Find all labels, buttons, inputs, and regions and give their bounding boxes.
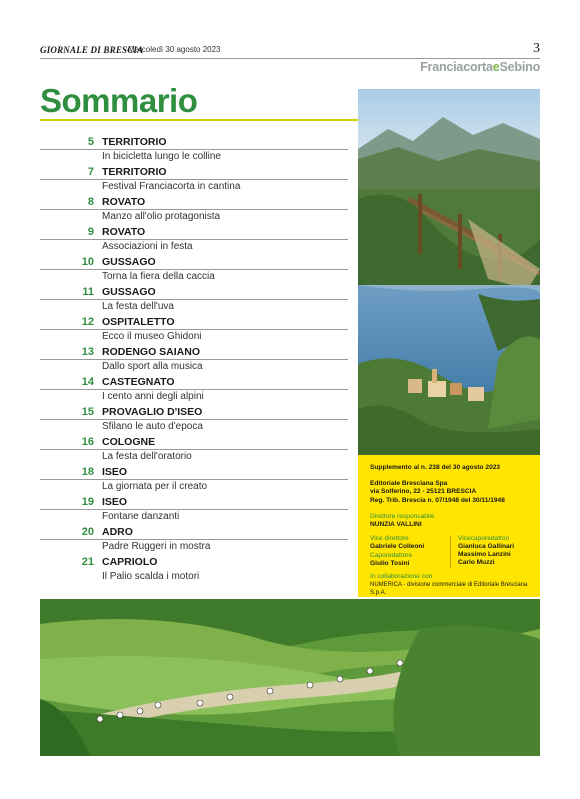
toc-description: Ecco il museo Ghidoni [102,331,202,342]
toc-entry[interactable] [40,135,348,165]
toc-description: In bicicletta lungo le colline [102,151,221,162]
editor-in-chief-name: Giulio Tosini [370,560,410,567]
toc-description: Fontane danzanti [102,511,180,522]
toc-page-number: 5 [87,136,94,148]
toc-heading: PROVAGLIO D'ISEO [102,406,203,418]
toc-divider [40,269,348,270]
toc-heading: OSPITALETTO [102,316,175,328]
lake-landscape-photo [358,89,540,455]
toc-page-number: 7 [87,166,94,178]
court-registration: Reg. Trib. Brescia n. 07/1948 del 30/11/1948 [370,497,505,504]
toc-divider [40,509,348,510]
toc-heading: GUSSAGO [102,286,156,298]
toc-heading: TERRITORIO [102,136,167,148]
toc-divider [40,179,348,180]
toc-description: Sfilano le auto d'epoca [102,421,203,432]
page-number: 3 [533,41,540,56]
toc-page-number: 19 [81,496,94,508]
toc-heading: COLOGNE [102,436,156,448]
toc-divider [40,359,348,360]
toc-page-number: 14 [81,376,94,388]
toc-divider [40,419,348,420]
toc-entry[interactable] [40,465,348,495]
section-label [420,60,540,74]
toc-entry[interactable] [40,495,348,525]
deputy-editor-1: Gianluca Gallinari [458,543,515,550]
toc-description: Padre Ruggeri in mostra [102,541,211,552]
vice-director-label: Vice direttore [370,535,409,542]
toc-entry[interactable] [40,165,348,195]
colophon-divider [450,536,451,568]
collaboration-text: NUMERICA - divisione commerciale di Editoriale Bresciana S.p.A. [370,582,528,596]
toc-page-number: 15 [81,406,94,418]
toc-heading: ISEO [102,496,128,508]
toc-page-number: 11 [82,286,94,298]
toc-heading: CASTEGNATO [102,376,175,388]
editor-in-chief-label: Caporedattore [370,552,413,559]
toc-description: Associazioni in festa [102,241,193,252]
toc-divider [40,149,348,150]
director-name: NUNZIA VALLINI [370,521,422,528]
toc-description: La festa dell'oratorio [102,451,192,462]
colophon-box [358,455,540,597]
deputy-editor-2: Massimo Lanzini [458,551,511,558]
toc-heading: ISEO [102,466,128,478]
toc-page-number: 8 [87,196,94,208]
section-label-part1: Franciacorta [420,60,493,74]
toc-entry[interactable] [40,525,348,555]
toc-heading: TERRITORIO [102,166,167,178]
toc-entry[interactable] [40,555,348,585]
toc-entry[interactable] [40,285,348,315]
toc-entry[interactable] [40,435,348,465]
section-label-part2: e [492,60,500,74]
toc-page-number: 18 [81,466,94,478]
toc-description: La festa dell'uva [102,301,174,312]
toc-entry[interactable] [40,345,348,375]
issue-date: Mercoledì 30 agosto 2023 [128,45,221,54]
publisher-address: via Solferino, 22 - 25121 BRESCIA [370,488,477,495]
toc-divider [40,329,348,330]
toc-divider [40,449,348,450]
toc-entry[interactable] [40,405,348,435]
toc-page-number: 16 [81,436,94,448]
page-header [40,43,540,57]
toc-description: Manzo all'olio protagonista [102,211,221,222]
toc-page-number: 10 [81,256,94,268]
header-rule [40,58,540,59]
toc-page-number: 20 [81,526,94,538]
toc-divider [40,209,348,210]
toc-heading: ADRO [102,526,133,538]
toc-description: Dallo sport alla musica [102,361,203,372]
masthead: GIORNALE DI BRESCIA [40,45,144,55]
toc-heading: GUSSAGO [102,256,156,268]
toc-entry[interactable] [40,375,348,405]
toc-entry[interactable] [40,315,348,345]
toc-description: La giornata per il creato [102,481,208,492]
toc-entry[interactable] [40,225,348,255]
supplement-note: Supplemento al n. 238 del 30 agosto 2023 [370,464,501,471]
cyclists-vineyard-photo [40,599,540,756]
toc-divider [40,239,348,240]
toc-divider [40,539,348,540]
toc-page-number: 12 [81,316,94,328]
toc-page-number: 9 [87,226,94,238]
toc-heading: CAPRIOLO [102,556,158,568]
toc-page-number: 21 [81,556,94,568]
toc-divider [40,299,348,300]
toc-page-number: 13 [81,346,94,358]
toc-description: Il Palio scalda i motori [102,571,200,582]
toc-description: Festival Franciacorta in cantina [102,181,241,192]
toc-heading: ROVATO [102,196,146,208]
toc-heading: ROVATO [102,226,146,238]
toc-description: I cento anni degli alpini [102,391,204,402]
table-of-contents [40,135,348,585]
deputy-editor-3: Carlo Muzzi [458,559,495,566]
toc-divider [40,389,348,390]
toc-heading: RODENGO SAIANO [102,346,201,358]
title-underline [40,119,358,121]
page-title: Sommario [40,82,198,119]
publisher-name: Editoriale Bresciana Spa [370,480,448,487]
toc-divider [40,479,348,480]
deputy-editors-label: Vicecaporedattori [458,535,510,542]
vice-director-name: Gabriele Colleoni [370,543,425,550]
toc-entry[interactable] [40,195,348,225]
toc-description: Torna la fiera della caccia [102,271,215,282]
section-label-part3: Sebino [499,60,540,74]
director-label: Direttore responsabile [370,513,435,520]
collaboration-label: In collaborazione con [370,573,433,580]
toc-entry[interactable] [40,255,348,285]
